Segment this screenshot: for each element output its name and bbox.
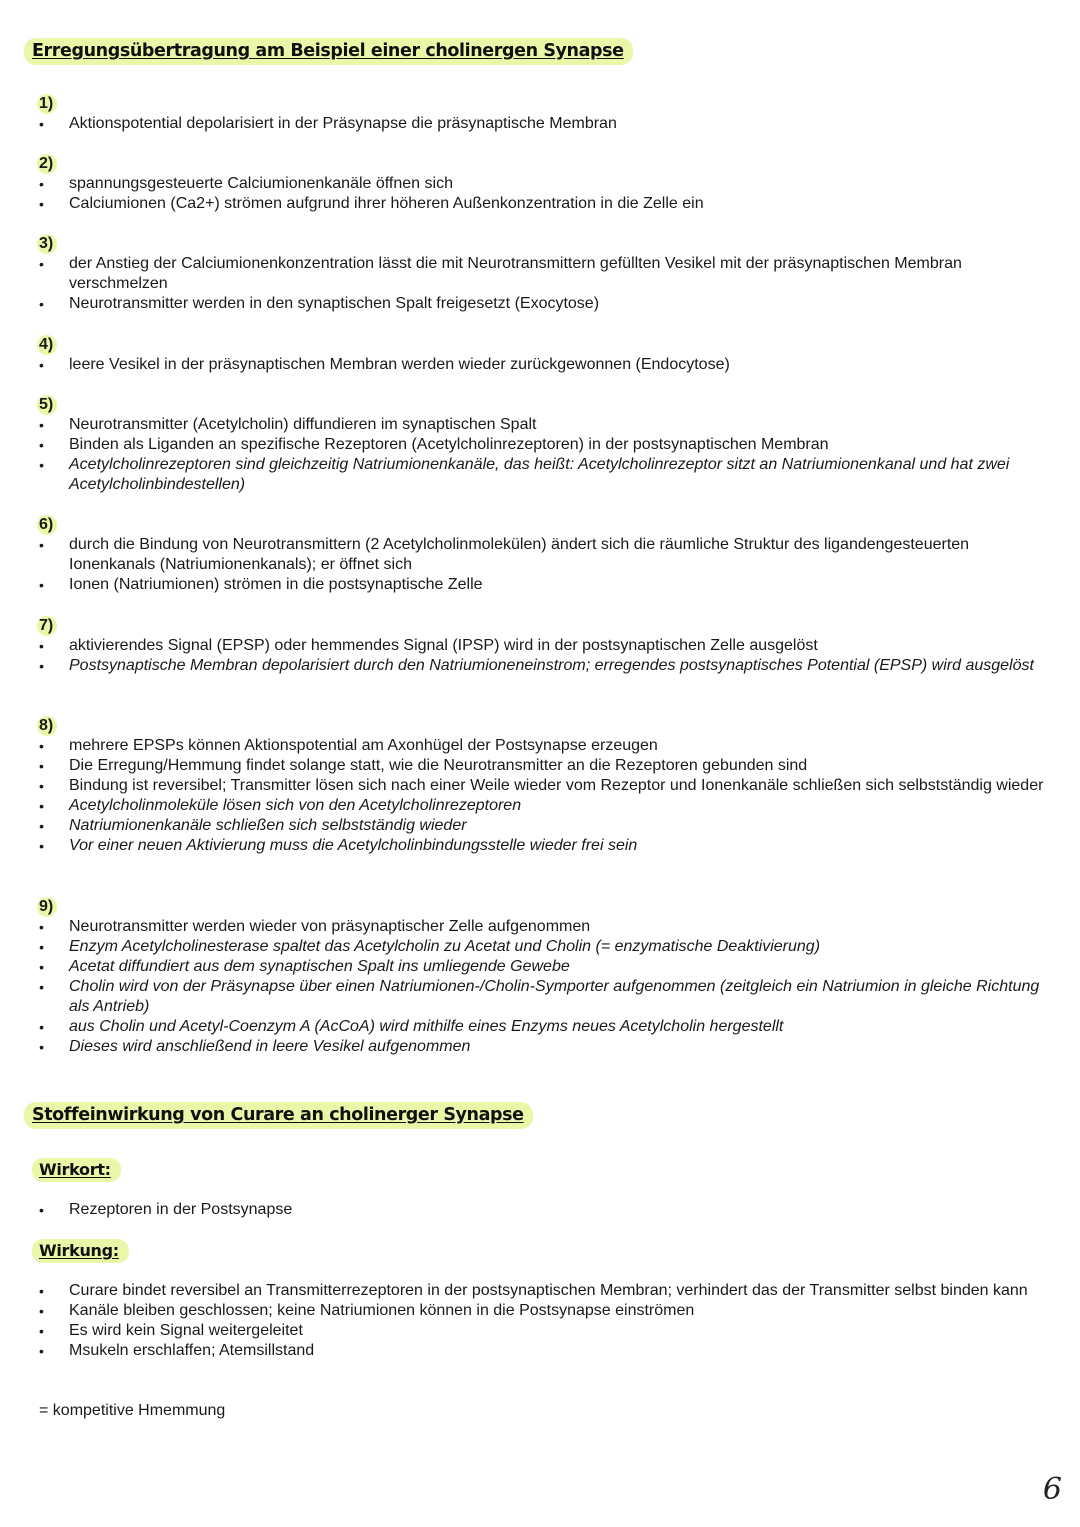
step-number: 9) [37,897,57,917]
step-bullets [37,114,1047,134]
step-bullets [37,415,1047,495]
wirkung-section [37,1281,1047,1361]
list-item: • Natriumionenkanäle schließen sich selbstständig wieder [37,816,1047,836]
main-heading: Erregungsübertragung am Beispiel einer cholinergen Synapse [24,38,633,65]
step-number: 2) [37,154,57,174]
step-bullets [37,355,1047,375]
wirkort-label: Wirkort: [32,1158,121,1182]
list-item: • durch die Bindung von Neurotransmittern (2 Acetylcholinmolekülen) ändert sich die räumliche Struktur des ligandengesteuerten Ionenkanals (Natriumionenkanals); er öffnet sich [37,535,1047,575]
step-bullets [37,174,1047,214]
list-item: • Neurotransmitter werden in den synaptischen Spalt freigesetzt (Exocytose) [37,294,1047,314]
list-item: • Die Erregung/Hemmung findet solange statt, wie die Neurotransmitter an die Rezeptoren gebunden sind [37,756,1047,776]
step-section [37,94,1047,134]
list-item: • spannungsgesteuerte Calciumionenkanäle öffnen sich [37,174,1047,194]
list-item: • Ionen (Natriumionen) strömen in die postsynaptische Zelle [37,575,1047,595]
wirkort-section [37,1200,1047,1220]
list-item: • Dieses wird anschließend in leere Vesikel aufgenommen [37,1037,1047,1057]
list-item: • Kanäle bleiben geschlossen; keine Natriumionen können in die Postsynapse einströmen [37,1301,1047,1321]
curare-heading: Stoffeinwirkung von Curare an cholinerger Synapse [24,1102,533,1129]
step-section [37,154,1047,214]
list-item: • Aktionspotential depolarisiert in der Präsynapse die präsynaptische Membran [37,114,1047,134]
list-item: • Neurotransmitter (Acetylcholin) diffundieren im synaptischen Spalt [37,415,1047,435]
list-item: • Binden als Liganden an spezifische Rezeptoren (Acetylcholinrezeptoren) in der postsynaptischen Membran [37,435,1047,455]
step-section [37,897,1047,1057]
list-item: • Cholin wird von der Präsynapse über einen Natriumionen-/Cholin-Symporter aufgenommen (zeitgleich ein Natriumion in gleiche Richtung als Antrieb) [37,977,1047,1017]
list-item: • Calciumionen (Ca2+) strömen aufgrund ihrer höheren Außenkonzentration in die Zelle ein [37,194,1047,214]
list-item: • Vor einer neuen Aktivierung muss die Acetylcholinbindungsstelle wieder frei sein [37,836,1047,856]
step-section [37,616,1047,676]
list-item: • Acetylcholinmoleküle lösen sich von den Acetylcholinrezeptoren [37,796,1047,816]
step-bullets [37,636,1047,676]
step-number: 3) [37,234,57,254]
step-section [37,716,1047,856]
step-number: 4) [37,335,57,355]
list-item: • Curare bindet reversibel an Transmitterrezeptoren in der postsynaptischen Membran; verhindert das der Transmitter selbst binden kann [37,1281,1047,1301]
list-item: • Postsynaptische Membran depolarisiert durch den Natriumioneneinstrom; erregendes postsynaptisches Potential (EPSP) wird ausgelöst [37,656,1047,676]
list-item: • Es wird kein Signal weitergeleitet [37,1321,1047,1341]
list-item: • Msukeln erschlaffen; Atemsillstand [37,1341,1047,1361]
list-item: • der Anstieg der Calciumionenkonzentration lässt die mit Neurotransmittern gefüllten Vesikel mit der präsynaptischen Membran verschmelzen [37,254,1047,294]
list-item: • Enzym Acetylcholinesterase spaltet das Acetylcholin zu Acetat und Cholin (= enzymatische Deaktivierung) [37,937,1047,957]
conclusion: = kompetitive Hmemmung [39,1402,226,1419]
step-bullets [37,535,1047,595]
step-number: 6) [37,515,57,535]
list-item: • Neurotransmitter werden wieder von präsynaptischer Zelle aufgenommen [37,917,1047,937]
step-section [37,335,1047,375]
list-item: • Acetylcholinrezeptoren sind gleichzeitig Natriumionenkanäle, das heißt: Acetylcholinrezeptor sitzt an Natriumionenkanal und hat zwei Acetylcholinbindestellen) [37,455,1047,495]
step-section [37,515,1047,595]
list-item: • aus Cholin und Acetyl-Coenzym A (AcCoA) wird mithilfe eines Enzyms neues Acetylcholin hergestellt [37,1017,1047,1037]
page-number: 6 [1042,1472,1062,1507]
step-bullets [37,736,1047,856]
list-item: • leere Vesikel in der präsynaptischen Membran werden wieder zurückgewonnen (Endocytose) [37,355,1047,375]
step-section [37,234,1047,314]
step-section [37,395,1047,495]
list-item: • Bindung ist reversibel; Transmitter lösen sich nach einer Weile wieder vom Rezeptor und Ionenkanäle schließen sich selbstständig wieder [37,776,1047,796]
list-item: • aktivierendes Signal (EPSP) oder hemmendes Signal (IPSP) wird in der postsynaptischen Zelle ausgelöst [37,636,1047,656]
step-number: 5) [37,395,57,415]
step-bullets [37,917,1047,1057]
list-item: • Rezeptoren in der Postsynapse [37,1200,1047,1220]
list-item: • Acetat diffundiert aus dem synaptischen Spalt ins umliegende Gewebe [37,957,1047,977]
step-number: 1) [37,94,57,114]
step-bullets [37,254,1047,314]
list-item: • mehrere EPSPs können Aktionspotential am Axonhügel der Postsynapse erzeugen [37,736,1047,756]
step-number: 8) [37,716,57,736]
wirkung-label: Wirkung: [32,1239,129,1263]
step-number: 7) [37,616,57,636]
